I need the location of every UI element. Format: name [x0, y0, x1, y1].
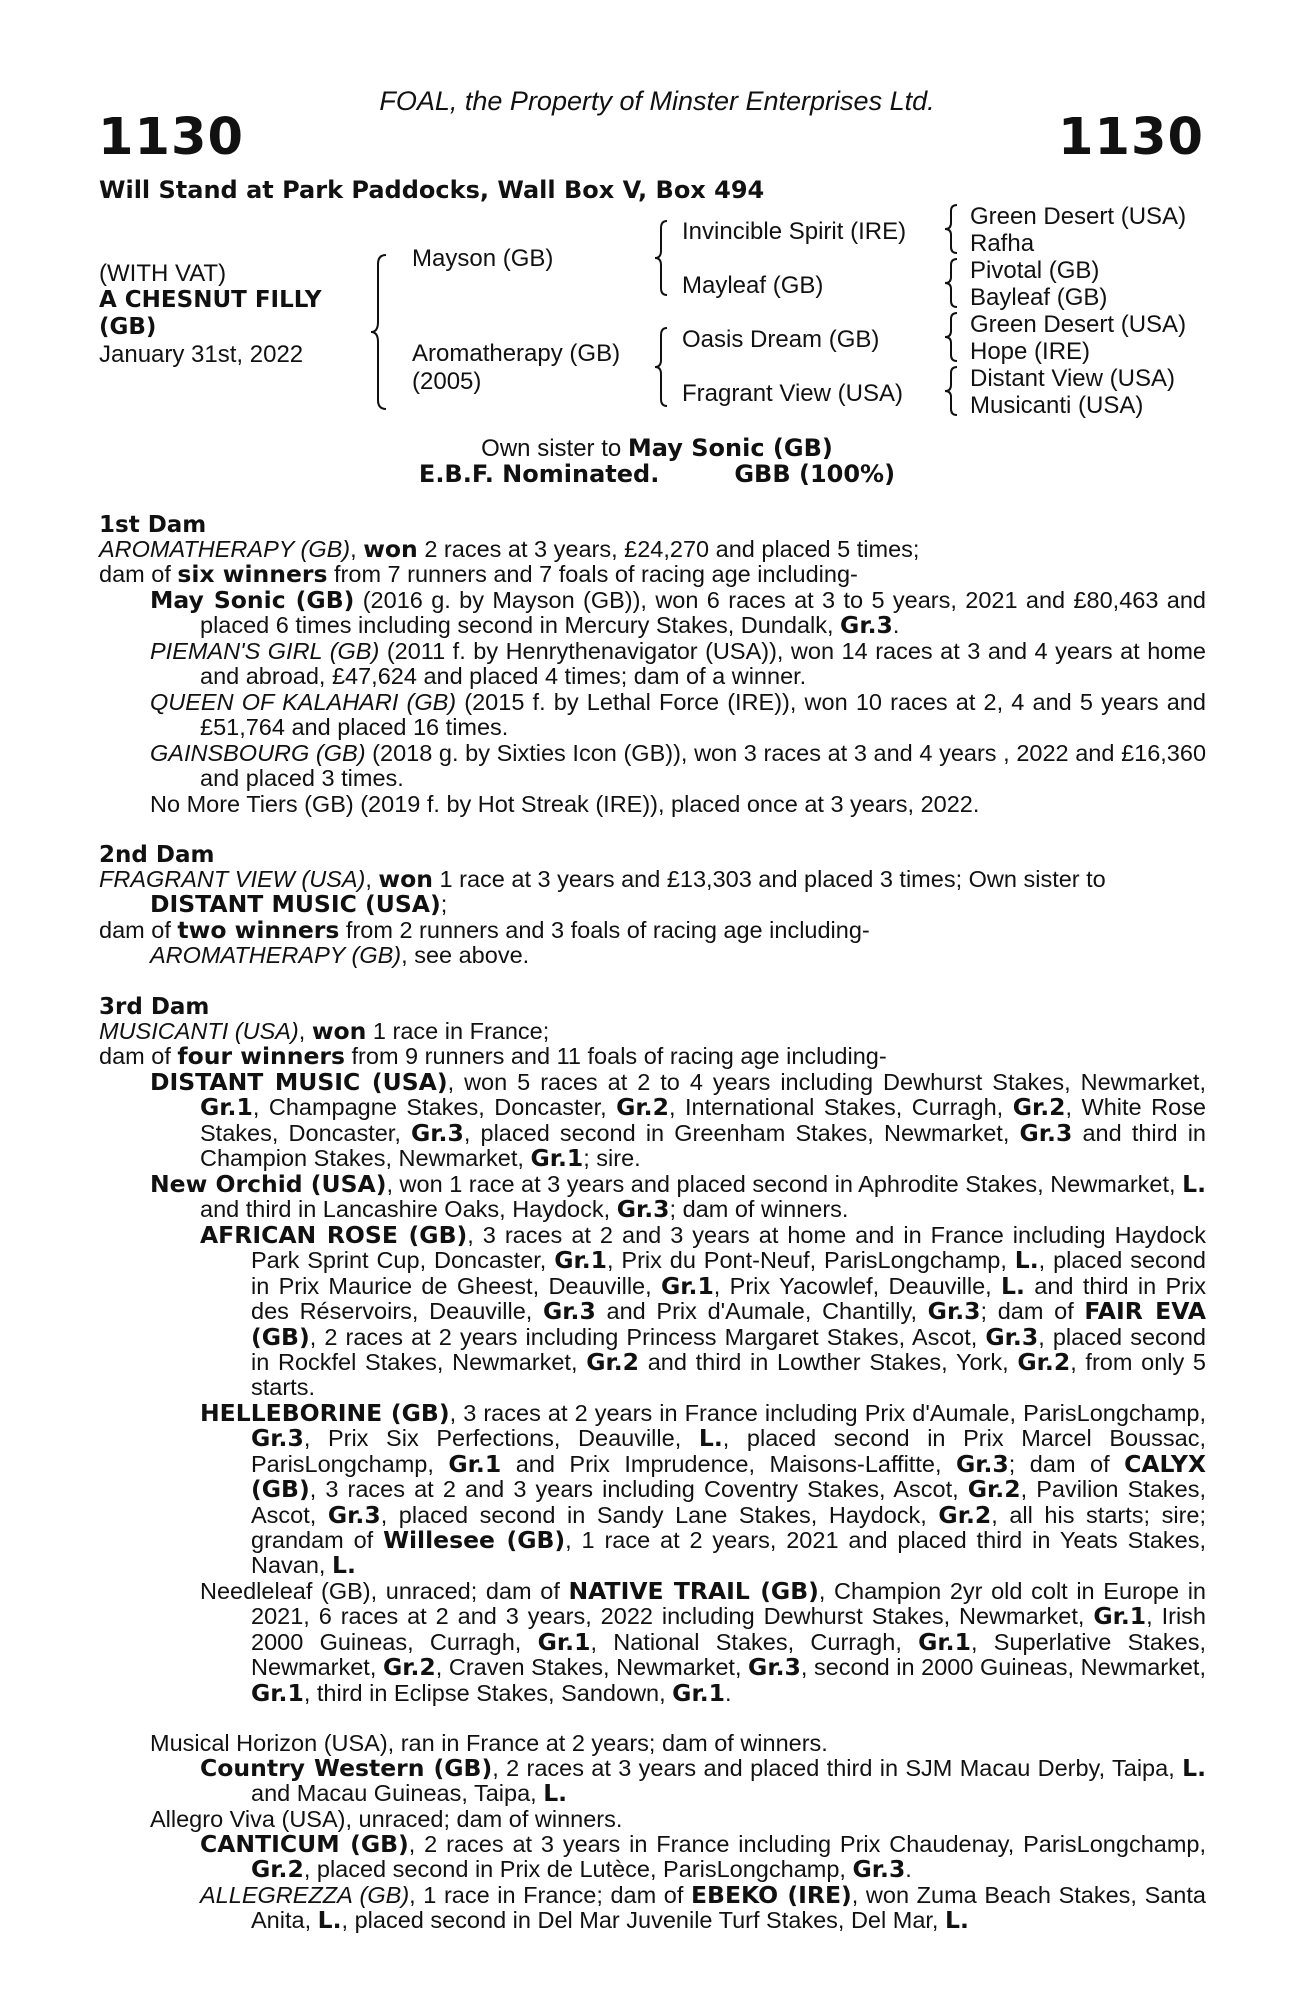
progeny-no-more-tiers: No More Tiers (GB) (2019 f. by Hot Streak (IRE)), placed once at 3 years, 2022. — [150, 791, 980, 817]
own-sister-note: Own sister to May Sonic (GB) — [481, 434, 833, 462]
progeny-aromatherapy: AROMATHERAPY (GB), see above. — [150, 942, 530, 968]
progeny-distant-music: DISTANT MUSIC (USA), won 5 races at 2 to 4 years including Dewhurst Stakes, Newmarket, Gr.1, Champagne Stakes, Doncaster, Gr.2, International Stakes, Curragh, Gr.2, White Rose Stakes, Doncaster, Gr.3, placed second in Greenham Stakes, Newmarket, Gr.3 and third in Champion Stakes, Newmarket, Gr.1; sire. — [150, 1068, 1206, 1173]
progeny-queen-of-kalahari: QUEEN OF KALAHARI (GB) (2015 f. by Lethal Force (IRE)), won 10 races at 2, 4 and 5 years and £51,764 and placed 16 times. — [150, 689, 1206, 741]
pedigree-bracket-3d — [942, 364, 960, 418]
first-dam-summary: AROMATHERAPY (GB), won 2 races at 3 years, £24,270 and placed 5 times; dam of six winners from 7 runners and 7 foals of racing age including- — [99, 535, 920, 589]
progeny-new-orchid: New Orchid (USA), won 1 race at 3 years and placed second in Aphrodite Stakes, Newmarket, L. and third in Lancashire Oaks, Haydock, Gr.3; dam of winners. — [150, 1170, 1206, 1224]
third-dam-summary: MUSICANTI (USA), won 1 race in France; dam of four winners from 9 runners and 11 foals of racing age including- — [99, 1017, 887, 1071]
grandsire-4: Bayleaf (GB) — [970, 284, 1108, 311]
dam-dam: Fragrant View (USA) — [682, 380, 903, 407]
grandsire-6: Hope (IRE) — [970, 338, 1091, 365]
lot-title-line1: A CHESNUT FILLY — [99, 287, 322, 313]
grandsire-2: Rafha — [970, 230, 1035, 257]
dam-sire: Oasis Dream (GB) — [682, 326, 880, 353]
dam: Aromatherapy (GB) — [412, 340, 621, 367]
sire-sire: Invincible Spirit (IRE) — [682, 218, 907, 245]
gbb-rating: GBB (100%) — [734, 460, 896, 488]
grandsire-8: Musicanti (USA) — [970, 392, 1144, 419]
second-dam-title: 2nd Dam — [99, 842, 215, 868]
grandsire-1: Green Desert (USA) — [970, 203, 1187, 230]
ebf-nominated: E.B.F. Nominated. — [418, 460, 660, 488]
second-dam-summary: FRAGRANT VIEW (USA), won 1 race at 3 years and £13,303 and placed 3 times; Own sister to DISTANT MUSIC (USA); dam of two winners from 2 runners and 3 foals of racing age including- — [99, 865, 1106, 944]
progeny-gainsbourg: GAINSBOURG (GB) (2018 g. by Sixties Icon (GB)), won 3 races at 3 and 4 years , 2022 and £16,360 and placed 3 times. — [150, 740, 1207, 792]
progeny-musical-horizon: Musical Horizon (USA), ran in France at 2 years; dam of winners. — [150, 1730, 828, 1756]
first-dam-title: 1st Dam — [99, 512, 207, 538]
progeny-needleleaf: Needleleaf (GB), unraced; dam of NATIVE TRAIL (GB), Champion 2yr old colt in Europe in 2021, 6 races at 2 and 3 years, 2022 including Dewhurst Stakes, Newmarket, Gr.1, Irish 2000 Guineas, Curragh, Gr.1, National Stakes, Curragh, Gr.1, Superlative Stakes, Newmarket, Gr.2, Craven Stakes, Newmarket, Gr.3, second in 2000 Guineas, Newmarket, Gr.1, third in Eclipse Stakes, Sandown, Gr.1. — [200, 1577, 1206, 1707]
progeny-piemans-girl: PIEMAN'S GIRL (GB) (2011 f. by Henrythenavigator (USA)), won 14 races at 3 and 4 years at home and abroad, £47,624 and placed 4 times; dam of a winner. — [150, 638, 1206, 690]
sire: Mayson (GB) — [412, 245, 554, 272]
pedigree-bracket-2b — [652, 325, 670, 409]
progeny-african-rose: AFRICAN ROSE (GB), 3 races at 2 and 3 years at home and in France including Haydock Park Sprint Cup, Doncaster, Gr.1, Prix du Pont-Neuf, ParisLongchamp, L., placed second in Prix Maurice de Gheest, Deauville, Gr.1, Prix Yacowlef, Deauville, L. and third in Prix des Réservoirs, Deauville, Gr.3 and Prix d'Aumale, Chantilly, Gr.3; dam of FAIR EVA (GB), 2 races at 2 years including Princess Margaret Stakes, Ascot, Gr.3, placed second in Rockfel Stakes, Newmarket, Gr.2 and third in Lowther Stakes, York, Gr.2, from only 5 starts. — [200, 1221, 1206, 1401]
lot-number-right: 1130 — [1058, 108, 1204, 167]
progeny-country-western: Country Western (GB), 2 races at 3 years and placed third in SJM Macau Derby, Taipa, L. and Macau Guineas, Taipa, L. — [200, 1754, 1206, 1808]
pedigree-bracket-1 — [368, 252, 390, 412]
pedigree-bracket-3c — [942, 310, 960, 364]
pedigree-bracket-2a — [652, 218, 670, 298]
pedigree-bracket-3a — [942, 202, 960, 256]
grandsire-3: Pivotal (GB) — [970, 257, 1100, 284]
grandsire-5: Green Desert (USA) — [970, 311, 1187, 338]
progeny-canticum: CANTICUM (GB), 2 races at 3 years in France including Prix Chaudenay, ParisLongchamp, Gr.2, placed second in Prix de Lutèce, ParisLongchamp, Gr.3. — [200, 1830, 1207, 1884]
stand-location: Will Stand at Park Paddocks, Wall Box V, Box 494 — [99, 176, 765, 204]
progeny-allegro-viva: Allegro Viva (USA), unraced; dam of winners. — [150, 1806, 623, 1832]
third-dam-title: 3rd Dam — [99, 994, 210, 1020]
sire-dam: Mayleaf (GB) — [682, 272, 824, 299]
pedigree-bracket-3b — [942, 256, 960, 310]
dam-year: (2005) — [412, 368, 482, 395]
nomination-line — [0, 460, 1314, 488]
lot-description — [99, 260, 399, 368]
own-sister-name: May Sonic (GB) — [627, 434, 833, 462]
lot-title-line2: (GB) — [99, 314, 157, 340]
progeny-helleborine: HELLEBORINE (GB), 3 races at 2 years in France including Prix d'Aumale, ParisLongchamp, Gr.3, Prix Six Perfections, Deauville, L., placed second in Prix Marcel Boussac, ParisLongchamp, Gr.1 and Prix Imprudence, Maisons-Laffitte, Gr.3; dam of CALYX (GB), 3 races at 2 and 3 years including Coventry Stakes, Ascot, Gr.2, Pavilion Stakes, Ascot, Gr.3, placed second in Sandy Lane Stakes, Haydock, Gr.2, all his starts; sire; grandam of Willesee (GB), 1 race at 2 years, 2021 and placed third in Yeats Stakes, Navan, L. — [200, 1399, 1207, 1580]
vat-label: (WITH VAT) — [99, 260, 227, 287]
progeny-may-sonic: May Sonic (GB) (2016 g. by Mayson (GB)), won 6 races at 3 to 5 years, 2021 and £80,463 and placed 6 times including second in Mercury Stakes, Dundalk, Gr.3. — [150, 586, 1206, 640]
foaled-date: January 31st, 2022 — [99, 341, 304, 368]
progeny-allegrezza: ALLEGREZZA (GB), 1 race in France; dam of EBEKO (IRE), won Zuma Beach Stakes, Santa Anita, L., placed second in Del Mar Juvenile Turf Stakes, Del Mar, L. — [200, 1881, 1206, 1935]
lot-number-left: 1130 — [98, 108, 244, 167]
grandsire-7: Distant View (USA) — [970, 365, 1175, 392]
owner-line: FOAL, the Property of Minster Enterprises Ltd. — [379, 86, 935, 116]
